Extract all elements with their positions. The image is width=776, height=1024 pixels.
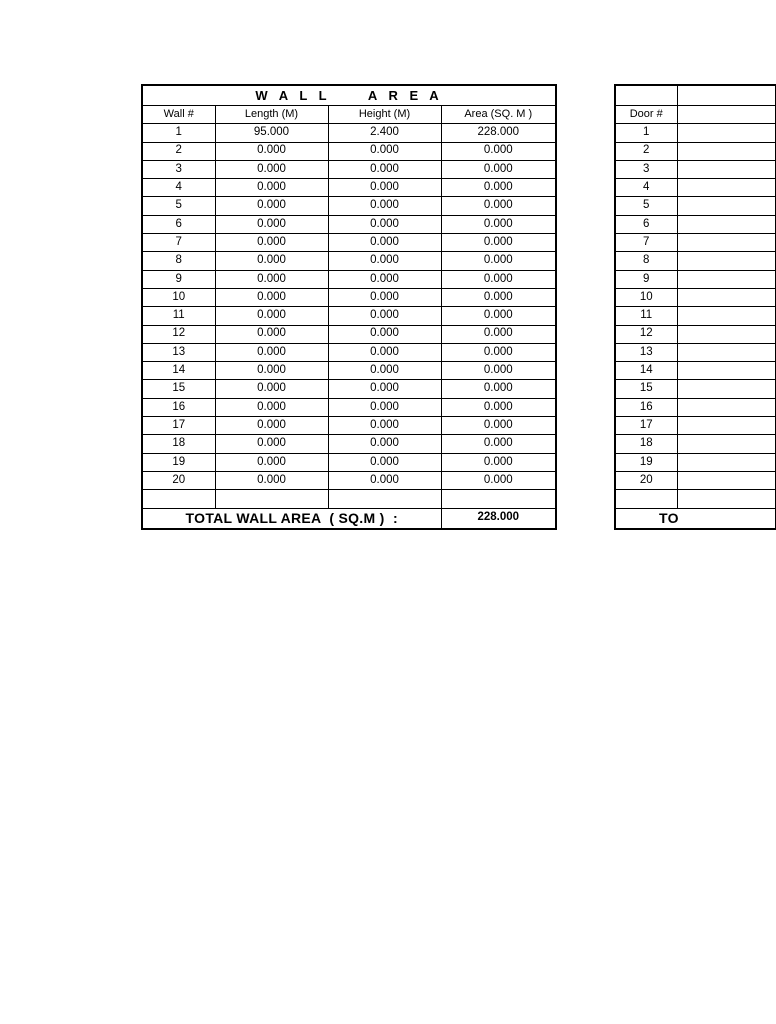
door-col2-cell (677, 160, 775, 178)
header-area: Area (SQ. M ) (441, 106, 556, 124)
total-wall-area-value: 228.000 (441, 508, 556, 529)
door-row (615, 325, 775, 343)
length-cell: 0.000 (215, 160, 328, 178)
door-no-cell: 6 (615, 215, 677, 233)
area-cell: 0.000 (441, 270, 556, 288)
height-cell: 0.000 (328, 362, 441, 380)
height-cell: 0.000 (328, 142, 441, 160)
door-row (615, 435, 775, 453)
wall-no-cell: 8 (142, 252, 215, 270)
length-cell: 0.000 (215, 453, 328, 471)
wall-no-cell: 10 (142, 288, 215, 306)
area-cell: 0.000 (441, 252, 556, 270)
wall-no-cell: 17 (142, 417, 215, 435)
wall-no-cell: 3 (142, 160, 215, 178)
area-cell: 0.000 (441, 435, 556, 453)
height-cell: 0.000 (328, 270, 441, 288)
door-blank-row (615, 490, 775, 508)
door-col2-cell (677, 471, 775, 489)
wall-no-cell: 20 (142, 471, 215, 489)
height-cell: 0.000 (328, 471, 441, 489)
door-no-cell: 15 (615, 380, 677, 398)
area-cell: 0.000 (441, 160, 556, 178)
blank-cell (677, 490, 775, 508)
door-col2-cell (677, 179, 775, 197)
height-cell: 0.000 (328, 215, 441, 233)
door-row (615, 307, 775, 325)
door-col2-cell (677, 197, 775, 215)
door-no-cell: 17 (615, 417, 677, 435)
door-no-cell: 5 (615, 197, 677, 215)
door-no-cell: 11 (615, 307, 677, 325)
height-cell: 0.000 (328, 197, 441, 215)
length-cell: 0.000 (215, 417, 328, 435)
wall-no-cell: 4 (142, 179, 215, 197)
header-door-no: Door # (615, 106, 677, 124)
door-no-cell: 12 (615, 325, 677, 343)
door-row (615, 398, 775, 416)
length-cell: 95.000 (215, 124, 328, 142)
wall-no-cell: 13 (142, 343, 215, 361)
wall-no-cell: 9 (142, 270, 215, 288)
door-col2-cell (677, 343, 775, 361)
door-row (615, 215, 775, 233)
height-cell: 0.000 (328, 307, 441, 325)
area-cell: 0.000 (441, 215, 556, 233)
wall-no-cell: 15 (142, 380, 215, 398)
door-col2-cell (677, 234, 775, 252)
total-door-area-label: TO (615, 508, 775, 529)
length-cell: 0.000 (215, 179, 328, 197)
length-cell: 0.000 (215, 288, 328, 306)
height-cell: 0.000 (328, 160, 441, 178)
header-wall-no: Wall # (142, 106, 215, 124)
door-col2-cell (677, 380, 775, 398)
wall-area-title: W A L L A R E A (142, 85, 556, 106)
wall-no-cell: 16 (142, 398, 215, 416)
door-no-cell: 14 (615, 362, 677, 380)
door-row (615, 471, 775, 489)
area-cell: 0.000 (441, 197, 556, 215)
door-col2-cell (677, 124, 775, 142)
area-cell: 0.000 (441, 179, 556, 197)
wall-no-cell: 1 (142, 124, 215, 142)
door-row (615, 380, 775, 398)
length-cell: 0.000 (215, 252, 328, 270)
door-no-cell: 19 (615, 453, 677, 471)
length-cell: 0.000 (215, 435, 328, 453)
length-cell: 0.000 (215, 325, 328, 343)
door-no-cell: 3 (615, 160, 677, 178)
area-cell: 0.000 (441, 234, 556, 252)
door-area-table (614, 84, 776, 530)
wall-no-cell: 11 (142, 307, 215, 325)
area-cell: 228.000 (441, 124, 556, 142)
door-no-cell: 10 (615, 288, 677, 306)
total-wall-area-label: TOTAL WALL AREA ( SQ.M ) : (142, 508, 441, 529)
height-cell: 2.400 (328, 124, 441, 142)
wall-no-cell: 5 (142, 197, 215, 215)
door-title-cell (615, 85, 677, 106)
header-door-col2 (677, 106, 775, 124)
door-no-cell: 2 (615, 142, 677, 160)
door-row (615, 124, 775, 142)
door-row (615, 270, 775, 288)
door-no-cell: 13 (615, 343, 677, 361)
door-row (615, 142, 775, 160)
height-cell: 0.000 (328, 288, 441, 306)
height-cell: 0.000 (328, 234, 441, 252)
length-cell: 0.000 (215, 398, 328, 416)
area-cell: 0.000 (441, 288, 556, 306)
length-cell: 0.000 (215, 343, 328, 361)
height-cell: 0.000 (328, 380, 441, 398)
height-cell: 0.000 (328, 252, 441, 270)
door-col2-cell (677, 398, 775, 416)
door-row (615, 417, 775, 435)
door-row (615, 362, 775, 380)
door-row (615, 160, 775, 178)
area-cell: 0.000 (441, 380, 556, 398)
blank-cell (615, 490, 677, 508)
height-cell: 0.000 (328, 398, 441, 416)
door-row (615, 288, 775, 306)
door-col2-cell (677, 362, 775, 380)
door-col2-cell (677, 435, 775, 453)
area-cell: 0.000 (441, 325, 556, 343)
height-cell: 0.000 (328, 417, 441, 435)
wall-no-cell: 7 (142, 234, 215, 252)
length-cell: 0.000 (215, 362, 328, 380)
door-no-cell: 8 (615, 252, 677, 270)
door-col2-cell (677, 417, 775, 435)
height-cell: 0.000 (328, 179, 441, 197)
door-no-cell: 1 (615, 124, 677, 142)
door-col2-cell (677, 307, 775, 325)
length-cell: 0.000 (215, 270, 328, 288)
wall-no-cell: 6 (142, 215, 215, 233)
door-no-cell: 18 (615, 435, 677, 453)
wall-no-cell: 19 (142, 453, 215, 471)
wall-no-cell: 12 (142, 325, 215, 343)
door-row (615, 234, 775, 252)
door-col2-cell (677, 252, 775, 270)
area-cell: 0.000 (441, 398, 556, 416)
door-col2-cell (677, 142, 775, 160)
height-cell: 0.000 (328, 343, 441, 361)
length-cell: 0.000 (215, 142, 328, 160)
length-cell: 0.000 (215, 380, 328, 398)
height-cell: 0.000 (328, 453, 441, 471)
area-cell: 0.000 (441, 142, 556, 160)
door-no-cell: 4 (615, 179, 677, 197)
door-col2-cell (677, 288, 775, 306)
height-cell: 0.000 (328, 435, 441, 453)
length-cell: 0.000 (215, 471, 328, 489)
area-cell: 0.000 (441, 471, 556, 489)
wall-no-cell: 18 (142, 435, 215, 453)
header-height: Height (M) (328, 106, 441, 124)
door-no-cell: 20 (615, 471, 677, 489)
area-cell: 0.000 (441, 307, 556, 325)
area-cell: 0.000 (441, 417, 556, 435)
length-cell: 0.000 (215, 307, 328, 325)
door-row (615, 179, 775, 197)
header-length: Length (M) (215, 106, 328, 124)
door-col2-cell (677, 270, 775, 288)
door-row (615, 197, 775, 215)
door-no-cell: 7 (615, 234, 677, 252)
door-col2-cell (677, 325, 775, 343)
area-cell: 0.000 (441, 362, 556, 380)
length-cell: 0.000 (215, 234, 328, 252)
wall-no-cell: 2 (142, 142, 215, 160)
door-no-cell: 9 (615, 270, 677, 288)
door-total-row (615, 508, 775, 529)
door-no-cell: 16 (615, 398, 677, 416)
door-row (615, 252, 775, 270)
door-row (615, 343, 775, 361)
wall-no-cell: 14 (142, 362, 215, 380)
length-cell: 0.000 (215, 215, 328, 233)
door-col2-cell (677, 215, 775, 233)
door-row (615, 453, 775, 471)
area-cell: 0.000 (441, 343, 556, 361)
door-title-cell-2 (677, 85, 775, 106)
height-cell: 0.000 (328, 325, 441, 343)
area-cell: 0.000 (441, 453, 556, 471)
length-cell: 0.000 (215, 197, 328, 215)
door-col2-cell (677, 453, 775, 471)
